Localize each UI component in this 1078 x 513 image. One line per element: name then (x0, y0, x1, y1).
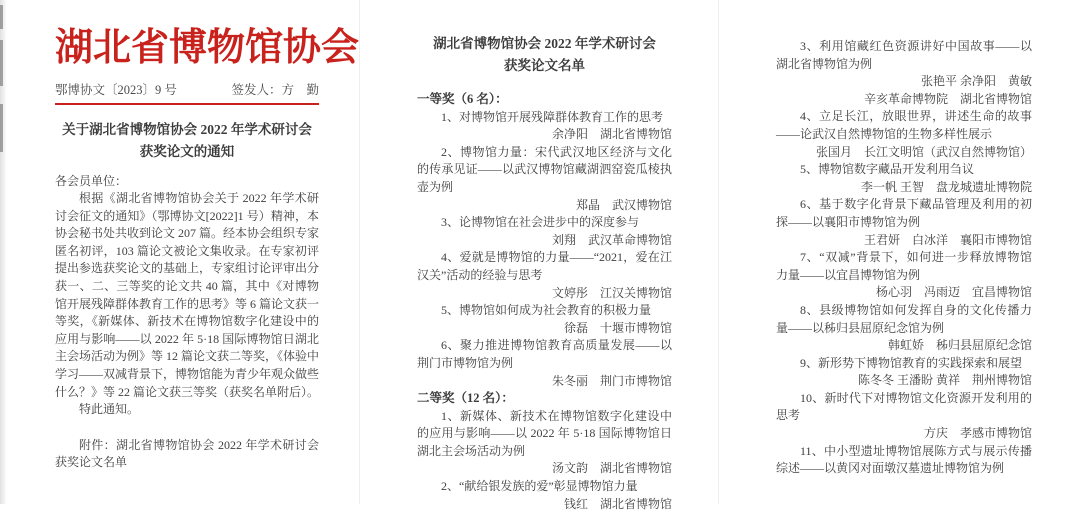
paper-title: 6、聚力推进博物馆教育高质量发展——以荆门市博物馆为例 (417, 338, 672, 370)
paper-title: 9、新形势下博物馆教育的实践探索和展望 (800, 355, 1023, 370)
paper-entry (417, 478, 672, 513)
paper-authors: 韩虹娇 秭归县屈原纪念馆 (887, 338, 1032, 353)
scan-artifact (0, 40, 3, 86)
document-number: 鄂博协文〔2023〕9 号 (55, 82, 177, 97)
paper-title: 6、基于数字化背景下藏品管理及利用的初探——以襄阳市博物馆为例 (776, 197, 1032, 229)
paper-title: 1、新媒体、新技术在博物馆数字化建设中的应用与影响——以 2022 年 5·18 国际博物馆日湖北主会场活动为例 (417, 408, 672, 458)
paper-title: 8、县级博物馆如何发挥自身的文化传播力量——以秭归县屈原纪念馆为例 (776, 302, 1032, 335)
paper-authors: 刘翔 武汉革命博物馆 (551, 232, 672, 247)
paper-authors: 文婷彤 江汉关博物馆 (551, 285, 672, 300)
paper-entry (776, 355, 1032, 390)
award-list-title-line2: 获奖论文名单 (504, 58, 585, 73)
second-prize-header: 二等奖（12 名）： (417, 391, 514, 406)
award-list-page-2 (718, 0, 1078, 504)
notice-title-line2: 获奖论文的通知 (139, 143, 235, 159)
paper-authors: 陈冬冬 王潘盼 黄祥 荆州博物馆 (857, 373, 1032, 388)
notice-title-line1: 关于湖北省博物馆协会 2022 年学术研讨会 (62, 121, 312, 137)
paper-authors: 张艳平 余净阳 黄敏 (920, 74, 1032, 89)
scan-artifact (0, 104, 3, 152)
paper-authors: 郑晶 武汉博物馆 (575, 197, 672, 212)
notice-title (55, 119, 319, 163)
paper-entry (417, 302, 672, 337)
notice-body (55, 173, 319, 473)
paper-title: 11、中小型遗址博物馆展陈方式与展示传播综述——以黄冈对面墩汉墓遗址博物馆为例 (776, 443, 1032, 476)
paper-title: 3、利用馆藏红色资源讲好中国故事——以湖北省博物馆为例 (776, 39, 1032, 71)
award-list-page-1 (359, 0, 718, 511)
paper-authors: 汤文韵 湖北省博物馆 (551, 461, 672, 476)
paper-title: 10、新时代下对博物馆文化资源开发利用的思考 (776, 390, 1032, 423)
award-list-title-line1: 湖北省博物馆协会 2022 年学术研讨会 (433, 36, 656, 51)
red-divider-rule (55, 103, 319, 105)
paper-entry (417, 249, 672, 302)
attachment-line: 附件：湖北省博物馆协会 2022 年学术研讨会获奖论文名单 (55, 437, 319, 470)
paper-authors: 钱红 湖北省博物馆 (563, 496, 672, 511)
closing-line: 特此通知。 (79, 402, 140, 417)
paper-entry (776, 196, 1032, 249)
paper-entry (417, 408, 672, 478)
organization-name: 湖北省博物馆协会 (55, 27, 360, 69)
paper-authors: 徐磊 十堰市博物馆 (563, 320, 672, 335)
paper-authors: 余净阳 湖北省博物馆 (551, 127, 672, 142)
paper-entry (776, 443, 1032, 478)
paper-authors: 张国月 长江文明馆（武汉自然博物馆） (815, 144, 1032, 159)
paper-authors: 朱冬丽 荆门市博物馆 (551, 373, 672, 388)
paper-authors: 方庆 孝感市博物馆 (923, 426, 1032, 441)
paper-entry (776, 161, 1032, 196)
signer-label: 签发人：方 勤 (231, 82, 319, 97)
paper-title: 1、对博物馆开展残障群体教育工作的思考 (441, 109, 664, 124)
award-list-title (417, 33, 672, 77)
paper-entry (776, 390, 1032, 443)
paper-entry (776, 302, 1032, 355)
paper-authors: 王君妍 白冰洋 襄阳市博物馆 (863, 232, 1032, 247)
paper-entry (417, 337, 672, 390)
salutation: 各会员单位： (55, 173, 128, 188)
paper-authors: 李一帆 王智 盘龙城遗址博物院 (860, 179, 1032, 194)
paper-entry (776, 249, 1032, 302)
paper-title: 2、博物馆力量：宋代武汉地区经济与文化的传承见证——以武汉博物馆藏湖泗窑瓷瓜棱执壶为例 (417, 144, 672, 194)
paper-authors: 杨心羽 冯雨迈 宜昌博物馆 (875, 285, 1032, 300)
scan-artifact (0, 5, 3, 29)
paper-title: 4、立足长江，放眼世界，讲述生命的故事——论武汉自然博物馆的生物多样性展示 (776, 109, 1032, 141)
first-prize-header: 一等奖（6 名）： (417, 92, 508, 106)
paper-title: 7、“双减”背景下，如何进一步释放博物馆力量——以宜昌博物馆为例 (776, 250, 1032, 282)
notice-page (0, 0, 359, 504)
paper-title: 3、论博物馆在社会进步中的深度参与 (441, 215, 640, 230)
paper-entry (776, 38, 1032, 108)
paper-title: 2、“献给银发族的爱”彰显博物馆力量 (441, 479, 638, 494)
paper-entry (776, 108, 1032, 161)
paper-entry (417, 144, 672, 214)
paper-authors-orgs: 辛亥革命博物院 湖北省博物馆 (863, 91, 1032, 106)
paper-title: 4、爱就是博物馆的力量——“2021，爱在江汉关”活动的经验与思考 (417, 250, 672, 282)
document-meta-row (55, 80, 319, 98)
paper-title: 5、博物馆数字藏品开发利用刍议 (800, 162, 975, 177)
notice-paragraph: 根据《湖北省博物馆协会关于 2022 年学术研讨会征文的通知》（鄂博协文[2022]1 号）精神，本协会秘书处共收到论文 207 篇。经本协会组织专家匿名初评，103 篇论文被论文集收录。在专家初评提出参选获奖论文的基础上，专家组讨论评审出分获一、二、三等奖的论文共 40 篇，其中《对博物馆开展残障群体教育工作的思考》等 6 篇论文获一等奖，《新媒体、新技术在博物馆数字化建设中的应用与影响——以 2022 年 5·18 国际博物馆日湖北主会场活动为例》等 12 篇论文获二等奖，《体验中学习——双减背景下，博物馆能为青少年观众做些什么？》等 22 篇论文获三等奖（获奖名单附后）。 (55, 191, 320, 399)
paper-entry (417, 214, 672, 249)
paper-entry (417, 109, 672, 144)
paper-title: 5、博物馆如何成为社会教育的积极力量 (441, 303, 652, 318)
